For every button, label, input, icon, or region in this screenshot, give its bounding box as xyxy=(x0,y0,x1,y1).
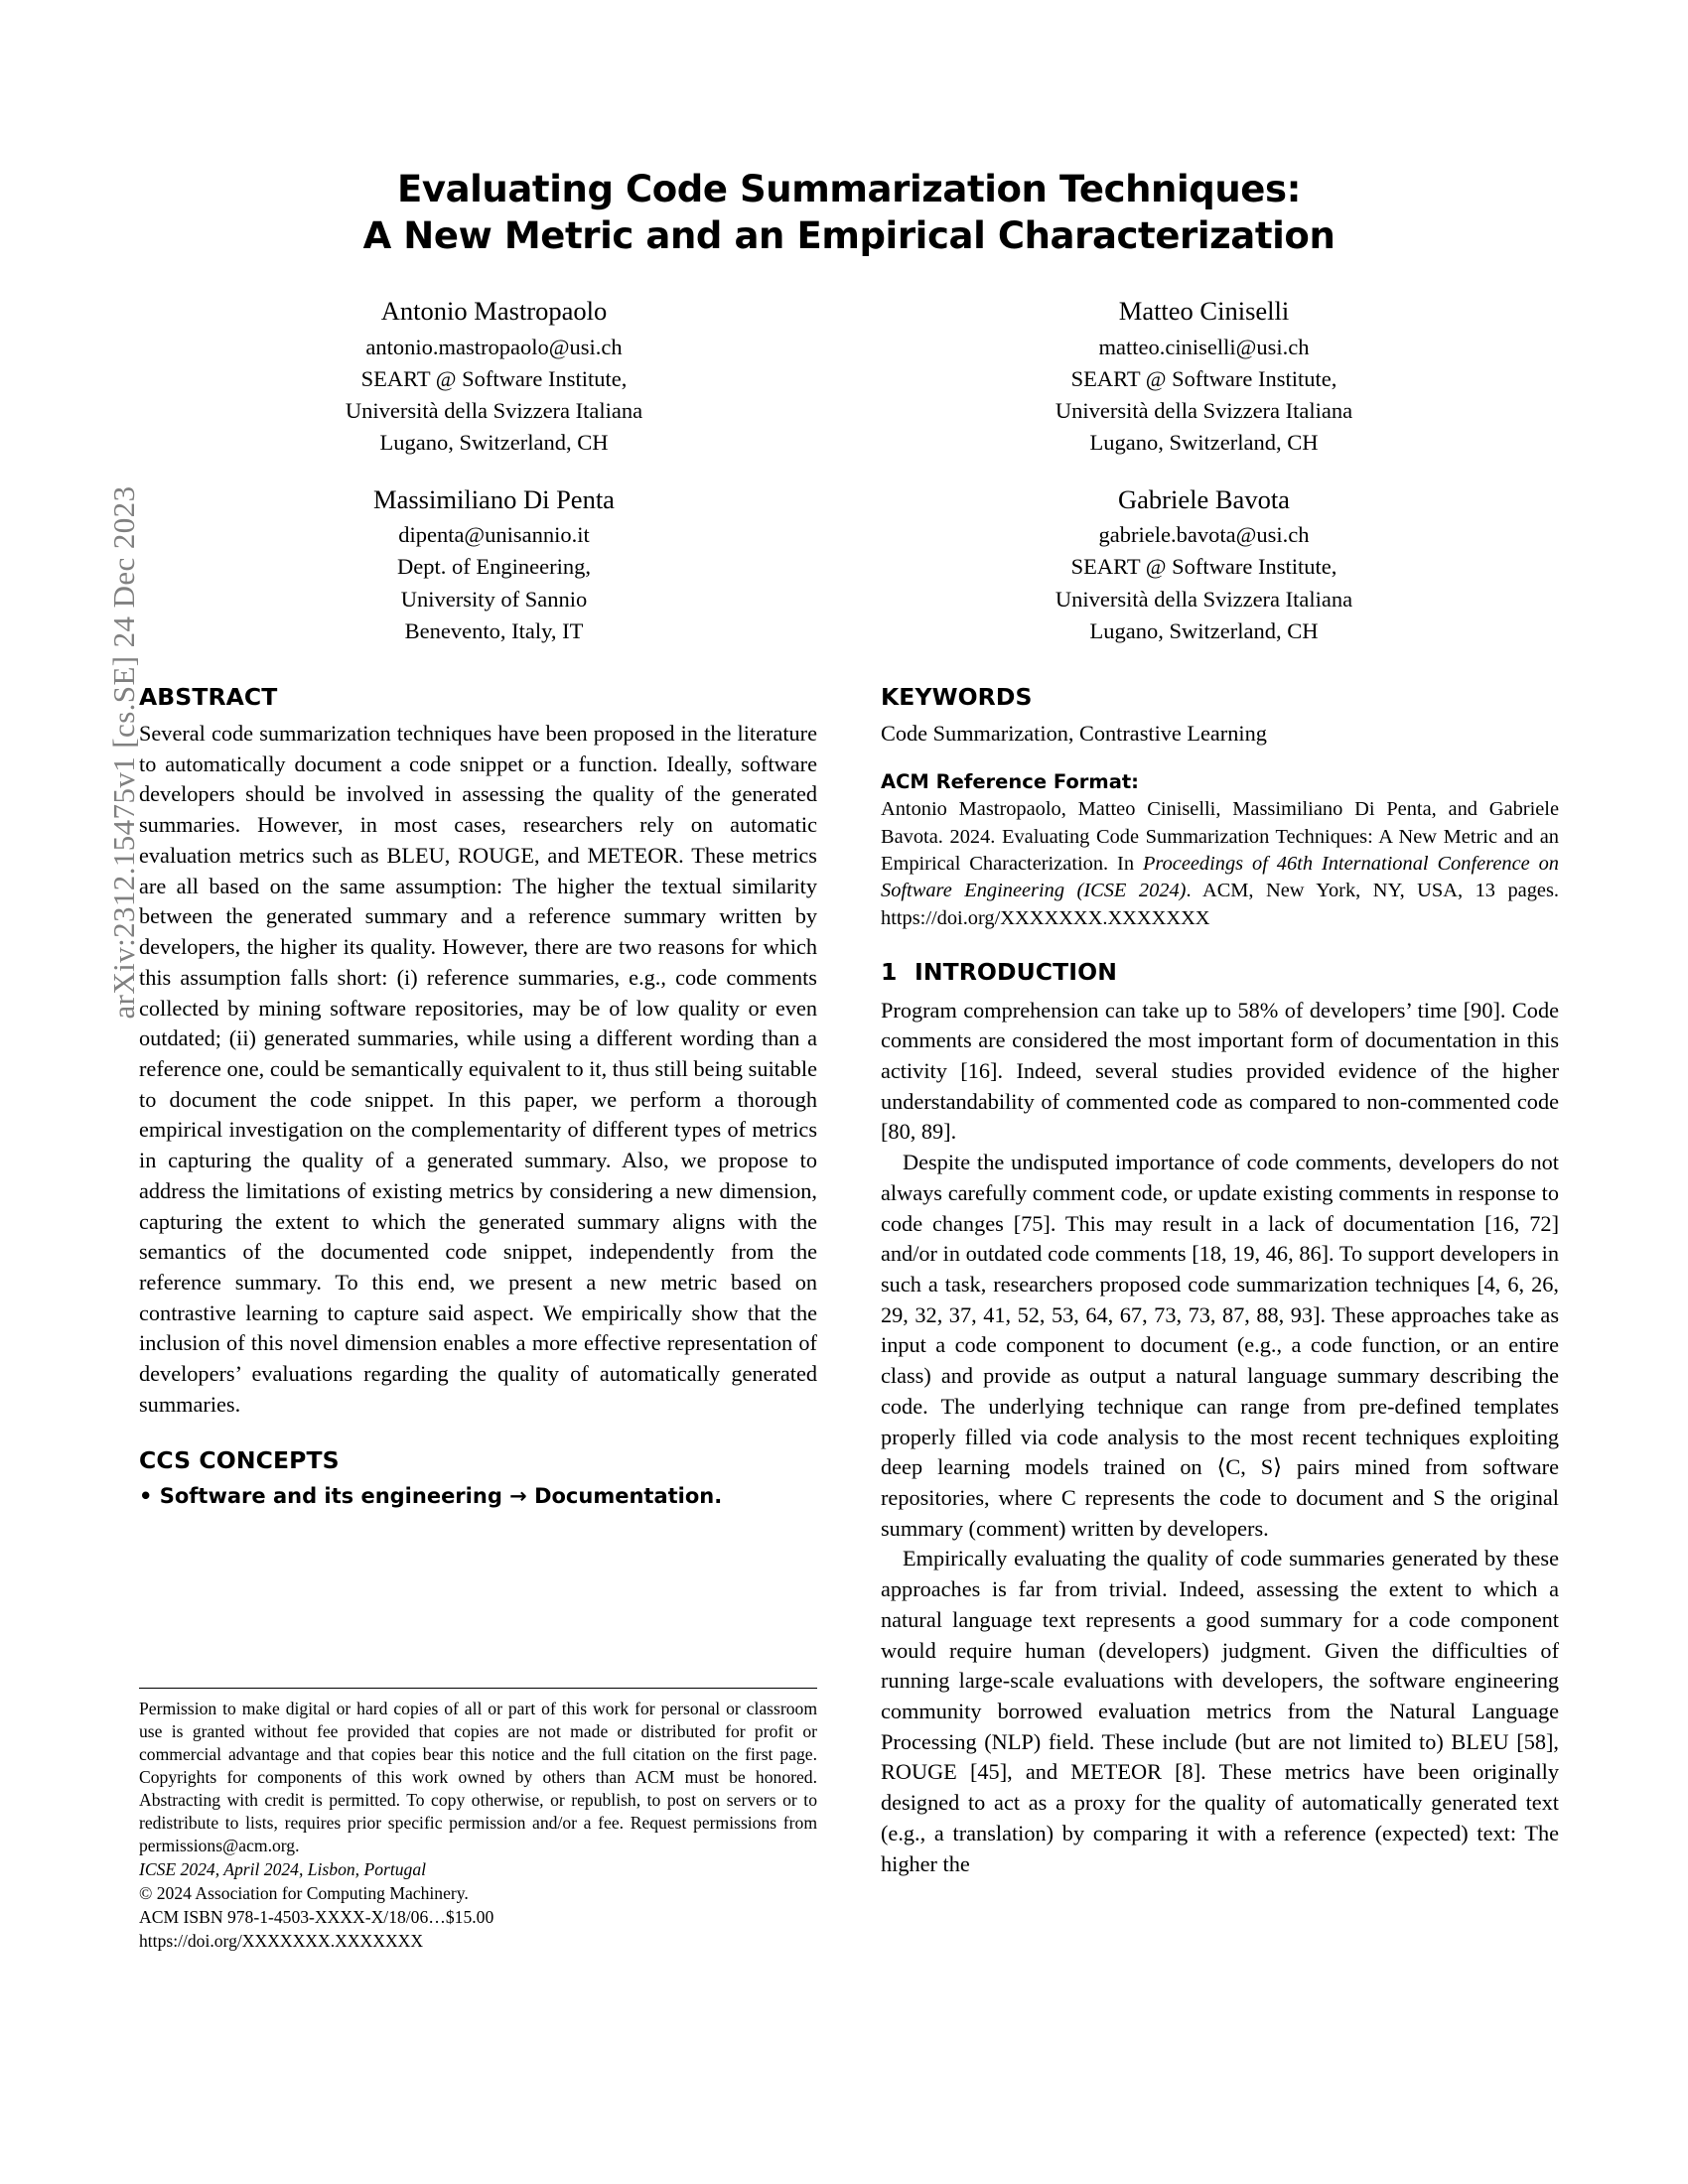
intro-paragraph: Program comprehension can take up to 58% of developers’ time [90]. Code comments are considered the most important form of documentation in this activity [16]. Indeed, several studies provided evidence of the higher understandability of commented code as compared to non-commented code [80, 89]. xyxy=(881,997,1559,1145)
author-email[interactable]: dipenta@unisannio.it xyxy=(398,522,590,548)
copyright-block xyxy=(139,1688,817,1952)
copyright-doi[interactable]: https://doi.org/XXXXXXX.XXXXXXX xyxy=(139,1930,424,1951)
author-affiliation-line-1: SEART @ Software Institute, xyxy=(1070,554,1337,580)
acm-reference-proceedings: Proceedings of 46th International Conference on Software Engineering (ICSE 2024) xyxy=(881,853,1559,902)
intro-paragraph: Empirically evaluating the quality of code summaries generated by these approaches is far from trivial. Indeed, assessing the extent to which a natural language text represents a good summary for a code component would require human (developers) judgment. Given the difficulties of running large-scale evaluations with developers, the software engineering community borrowed evaluation metrics from the Natural Language Processing (NLP) field. These include (but are not limited to) BLEU [58], ROUGE [45], and METEOR [8]. These metrics have been originally designed to act as a proxy for the quality of automatically generated text (e.g., a translation) by comparing it with a reference (expected) text: The higher the xyxy=(881,1546,1559,1876)
author-affiliation-line-1: SEART @ Software Institute, xyxy=(1070,366,1337,392)
page-title xyxy=(139,0,1559,259)
copyright-conference: ICSE 2024, April 2024, Lisbon, Portugal xyxy=(139,1858,427,1879)
left-column xyxy=(139,682,817,1951)
author-entry xyxy=(849,293,1559,459)
section-title: INTRODUCTION xyxy=(914,958,1117,987)
keywords-text: Code Summarization, Contrastive Learning xyxy=(881,721,1267,747)
author-location: Lugano, Switzerland, CH xyxy=(379,430,609,456)
author-entry xyxy=(139,293,849,459)
paper-page xyxy=(139,0,1559,2184)
section-number: 1 xyxy=(881,958,898,987)
right-column xyxy=(881,683,1559,1880)
title-line-2: A New Metric and an Empirical Characterization xyxy=(362,213,1336,257)
title-line-1: Evaluating Code Summarization Techniques: xyxy=(396,168,1302,210)
acm-reference-part-2: . ACM, New York, NY, USA, 13 pages. https://doi.org/XXXXXXX.XXXXXXX xyxy=(881,880,1559,929)
author-entry xyxy=(139,481,849,647)
abstract-heading: ABSTRACT xyxy=(139,682,278,711)
arxiv-stamp: arXiv:2312.15475v1 [cs.SE] 24 Dec 2023 xyxy=(106,485,141,1020)
author-name: Gabriele Bavota xyxy=(1118,483,1290,514)
two-column-body xyxy=(139,682,1559,1951)
author-email[interactable]: gabriele.bavota@usi.ch xyxy=(1098,522,1310,548)
author-location: Lugano, Switzerland, CH xyxy=(1089,617,1319,643)
copyright-line: © 2024 Association for Computing Machinery. xyxy=(139,1882,469,1903)
author-name: Massimiliano Di Penta xyxy=(373,483,615,514)
ccs-heading: CCS CONCEPTS xyxy=(139,1445,340,1474)
acm-reference-heading: ACM Reference Format: xyxy=(881,769,1139,793)
ccs-text: • Software and its engineering → Documentation. xyxy=(139,1483,723,1508)
copyright-divider xyxy=(139,1688,817,1689)
abstract-text: Several code summarization techniques have been proposed in the literature to automatically document a code snippet or a function. Ideally, software developers should be involved in assessing the quality of the generated summaries. However, in most cases, researchers rely on automatic evaluation metrics such as BLEU, ROUGE, and METEOR. These metrics are all based on the same assumption: The higher the textual similarity between the generated summary and a reference summary written by developers, the higher its quality. However, there are two reasons for which this assumption falls short: (i) reference summaries, e.g., code comments collected by mining software repositories, may be of low quality or even outdated; (ii) generated summaries, while using a different wording than a reference one, could be semantically equivalent to it, thus still being suitable to document the code snippet. In this paper, we perform a thorough empirical investigation on the complementarity of different types of metrics in capturing the quality of a generated summary. Also, we propose to address the limitations of existing metrics by considering a new dimension, capturing the extent to which the generated summary aligns with the semantics of the documented code snippet, independently from the reference summary. To this end, we present a new metric based on contrastive learning to capture said aspect. We empirically show that the inclusion of this novel dimension enables a more effective representation of developers’ evaluations regarding the quality of automatically generated summaries. xyxy=(139,721,817,1417)
author-name: Antonio Mastropaolo xyxy=(380,296,608,327)
section-spacer xyxy=(139,1421,817,1446)
acm-reference-text xyxy=(881,796,1559,932)
acm-reference-part-1: Antonio Mastropaolo, Matteo Ciniselli, Massimiliano Di Penta, and Gabriele Bavota. 2024. Evaluating Code Summarization Techniques: A New Metric and an Empirical Characterization. In xyxy=(881,798,1559,876)
keywords-heading: KEYWORDS xyxy=(881,682,1033,711)
author-affiliation-line-1: SEART @ Software Institute, xyxy=(360,366,628,392)
intro-paragraph: Despite the undisputed importance of code comments, developers do not always carefully comment code, or update existing comments in response to code changes [75]. This may result in a lack of documentation [16, 72] and/or in outdated code comments [18, 19, 46, 86]. To support developers in such a task, researchers proposed code summarization techniques [4, 6, 26, 29, 32, 37, 41, 52, 53, 64, 67, 73, 73, 87, 88, 93]. These approaches take as input a code component to document (e.g., a code function, or an entire class) and provide as output a natural language summary describing the code. The underlying technique can range from pre-defined templates properly filled via code analysis to the most recent techniques exploiting deep learning models trained on ⟨C, S⟩ pairs mined from software repositories, where C represents the code to document and S the original summary (comment) written by developers. xyxy=(881,1150,1559,1541)
author-name: Matteo Ciniselli xyxy=(1118,296,1290,327)
author-location: Benevento, Italy, IT xyxy=(404,617,584,643)
author-affiliation-line-2: Università della Svizzera Italiana xyxy=(1055,586,1353,612)
author-email[interactable]: antonio.mastropaolo@usi.ch xyxy=(365,334,623,359)
author-location: Lugano, Switzerland, CH xyxy=(1089,430,1319,456)
author-affiliation-line-2: Università della Svizzera Italiana xyxy=(1055,398,1353,424)
introduction-heading xyxy=(881,958,1559,986)
author-email[interactable]: matteo.ciniselli@usi.ch xyxy=(1098,334,1310,359)
author-affiliation-line-1: Dept. of Engineering, xyxy=(397,554,591,580)
author-block xyxy=(139,293,1559,669)
author-entry xyxy=(849,481,1559,647)
author-affiliation-line-2: University of Sannio xyxy=(400,586,588,612)
author-affiliation-line-2: Università della Svizzera Italiana xyxy=(345,398,643,424)
copyright-permission: Permission to make digital or hard copies of all or part of this work for personal or classroom use is granted without fee provided that copies are not made or distributed for profit or commercial advantage and that copies bear this notice and the full citation on the first page. Copyrights for components of this work owned by others than ACM must be honored. Abstracting with credit is permitted. To copy otherwise, or republish, to post on servers or to redistribute to lists, requires prior specific permission and/or a fee. Request permissions from permissions@acm.org. xyxy=(139,1699,817,1855)
copyright-isbn: ACM ISBN 978-1-4503-XXXX-X/18/06…$15.00 xyxy=(139,1906,494,1927)
